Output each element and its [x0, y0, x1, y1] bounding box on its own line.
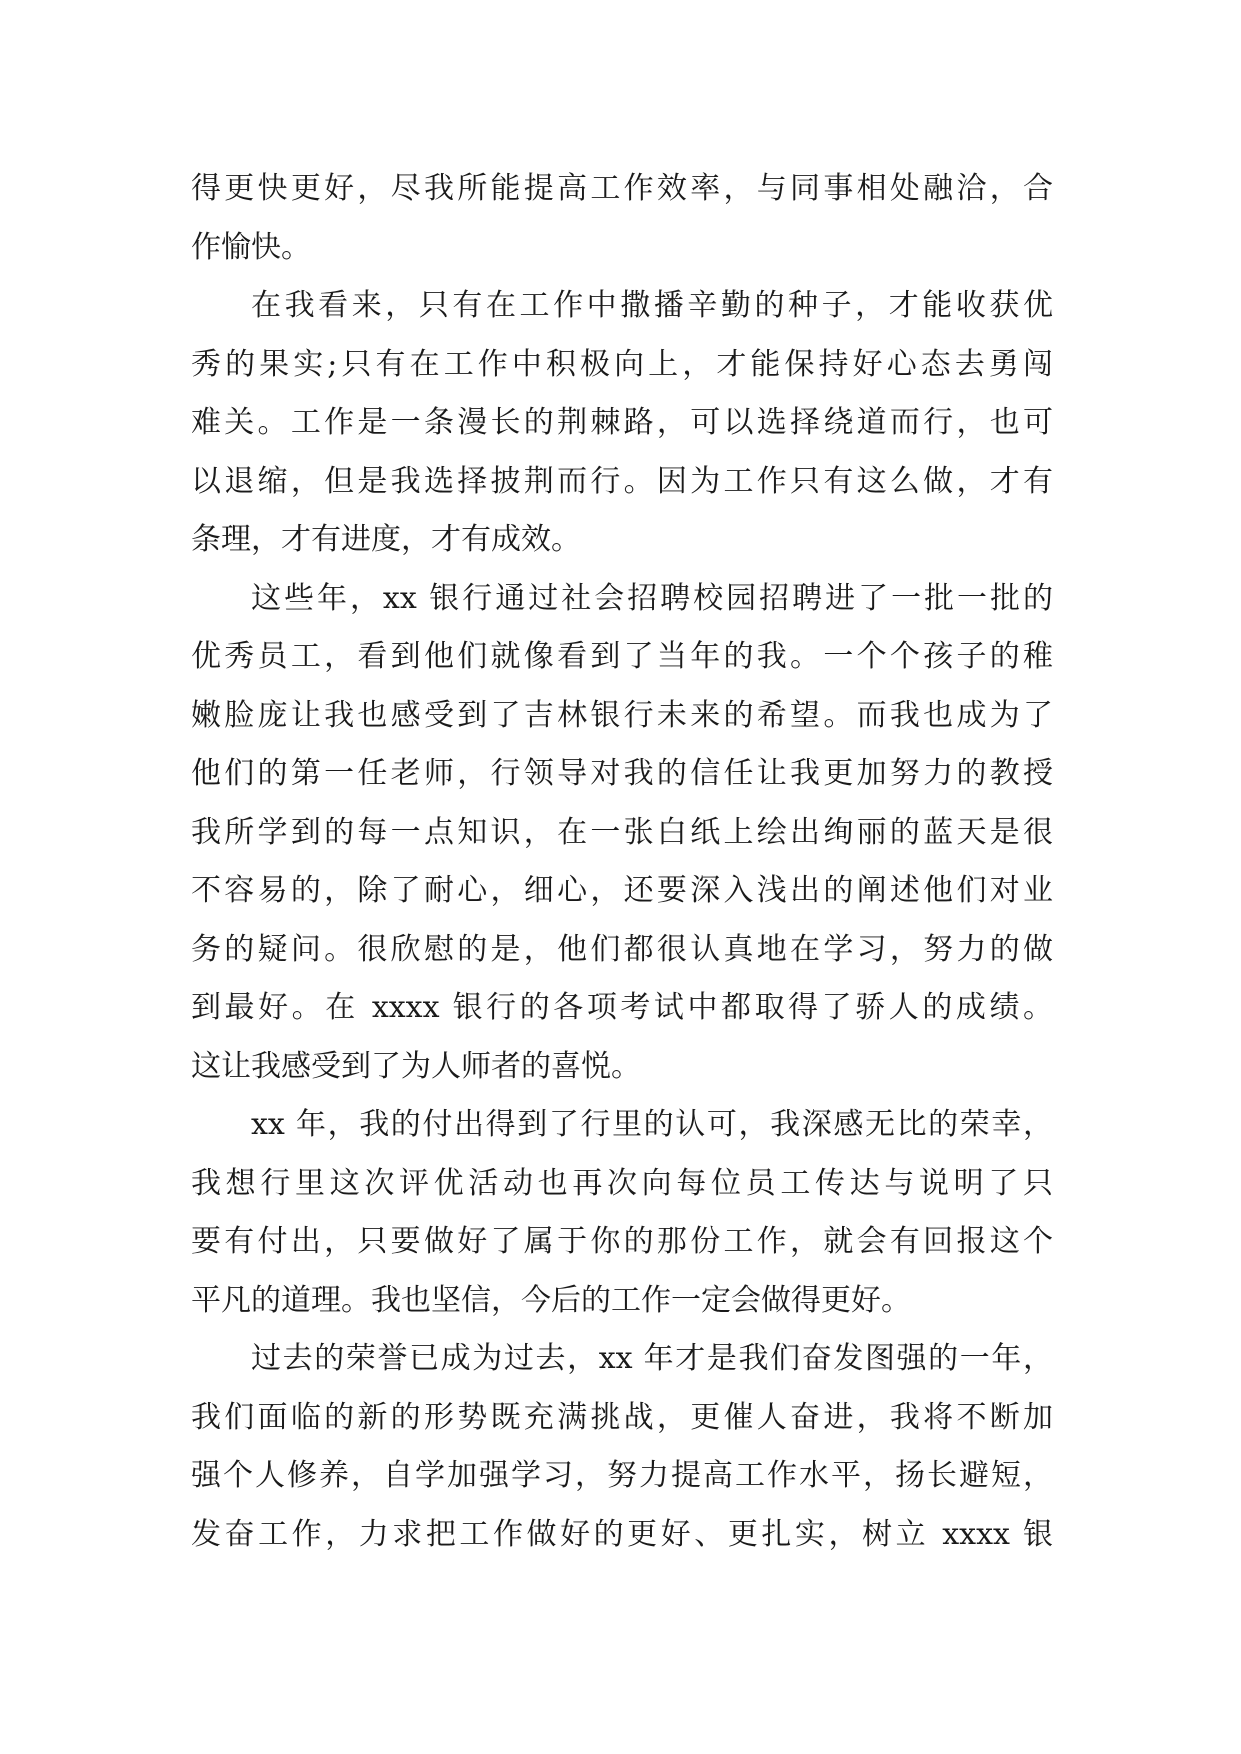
text-line: 这让我感受到了为人师者的喜悦。 [191, 1048, 641, 1084]
paragraph-1 [191, 160, 1053, 277]
text-line: 平凡的道理。我也坚信，今后的工作一定会做得更好。 [191, 1282, 911, 1318]
text-line: 他们的第一任老师，行领导对我的信任让我更加努力的教授 [191, 756, 1053, 791]
text-line: xx 年，我的付出得到了行里的认可，我深感无比的荣幸， [251, 1107, 1053, 1142]
paragraph-3 [191, 570, 1053, 1097]
text-line: 务的疑问。很欣慰的是，他们都很认真地在学习，努力的做 [191, 931, 1053, 967]
text-line: 优秀员工，看到他们就像看到了当年的我。一个个孩子的稚 [191, 639, 1053, 674]
text-line: 秀的果实;只有在工作中积极向上，才能保持好心态去勇闯 [191, 346, 1053, 382]
text-line: 发奋工作，力求把工作做好的更好、更扎实，树立 xxxx 银 [191, 1516, 1053, 1552]
document-body [191, 160, 1053, 1564]
text-line: 以退缩，但是我选择披荆而行。因为工作只有这么做，才有 [191, 463, 1053, 499]
text-line: 要有付出，只要做好了属于你的那份工作，就会有回报这个 [191, 1224, 1053, 1259]
text-line: 不容易的，除了耐心，细心，还要深入浅出的阐述他们对业 [191, 873, 1053, 908]
text-line: 难关。工作是一条漫长的荆棘路，可以选择绕道而行，也可 [191, 405, 1053, 440]
text-line: 到最好。在 xxxx 银行的各项考试中都取得了骄人的成绩。 [191, 990, 1053, 1025]
paragraph-4 [191, 1096, 1053, 1330]
text-line: 过去的荣誉已成为过去，xx 年才是我们奋发图强的一年， [251, 1341, 1053, 1376]
paragraph-2 [191, 277, 1053, 570]
text-line: 这些年，xx 银行通过社会招聘校园招聘进了一批一批的 [251, 580, 1053, 616]
text-line: 我们面临的新的形势既充满挑战，更催人奋进，我将不断加 [191, 1399, 1053, 1435]
text-line: 强个人修养，自学加强学习，努力提高工作水平，扬长避短， [191, 1458, 1053, 1493]
text-line: 得更快更好，尽我所能提高工作效率，与同事相处融洽，合 [191, 171, 1053, 206]
text-line: 嫩脸庞让我也感受到了吉林银行未来的希望。而我也成为了 [191, 697, 1053, 733]
text-line: 在我看来，只有在工作中撒播辛勤的种子，才能收获优 [251, 288, 1053, 323]
text-line: 作愉快。 [191, 229, 311, 265]
text-line: 我想行里这次评优活动也再次向每位员工传达与说明了只 [191, 1165, 1053, 1201]
text-line: 我所学到的每一点知识，在一张白纸上绘出绚丽的蓝天是很 [191, 814, 1053, 850]
paragraph-5 [191, 1330, 1053, 1564]
text-line: 条理，才有进度，才有成效。 [191, 522, 581, 557]
